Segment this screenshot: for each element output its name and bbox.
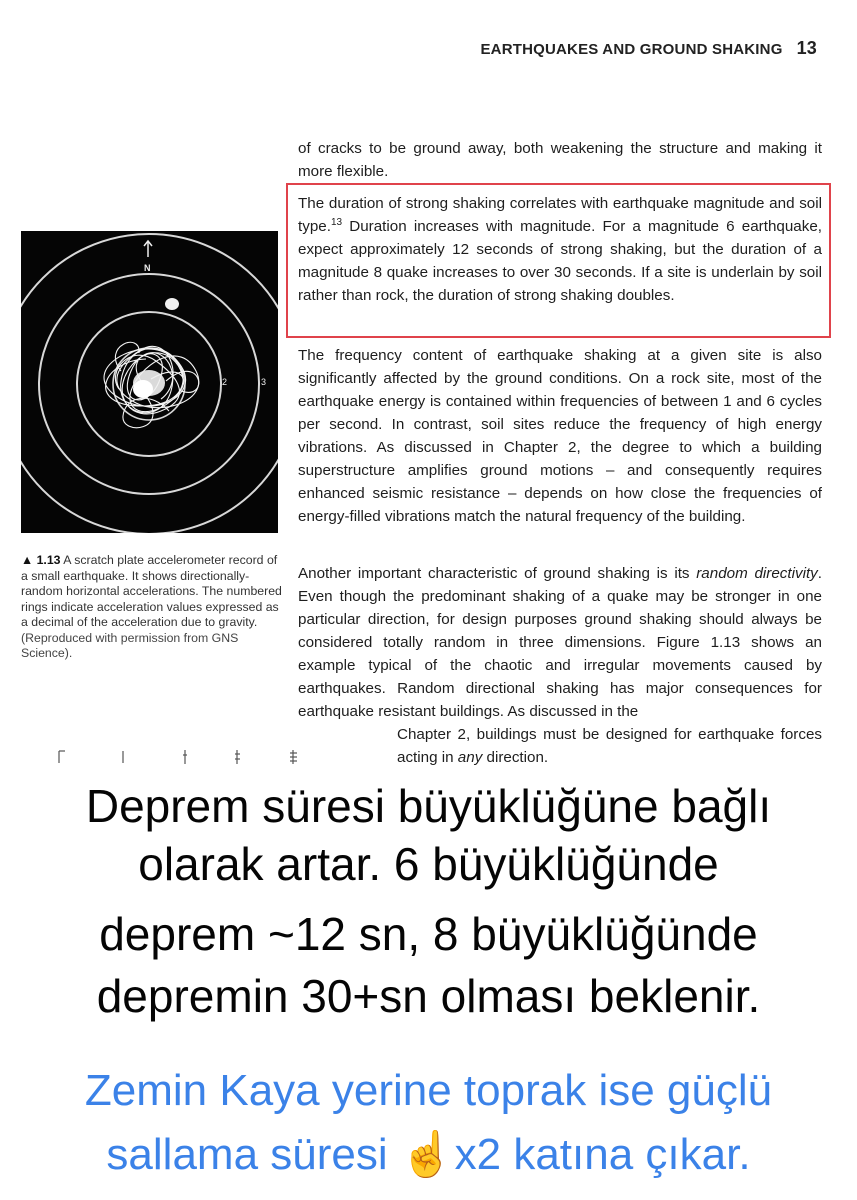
scratch-blob (165, 298, 179, 310)
p3-emphasis-directivity: random directivity (696, 565, 818, 582)
turkish-summary-line-3: deprem ~12 sn, 8 büyüklüğünde (99, 908, 758, 960)
caption-label: ▲ 1.13 (21, 553, 61, 567)
footnote-ref: 13 (330, 216, 343, 228)
paragraph-duration (298, 192, 822, 307)
p3-emphasis-any: any (457, 749, 483, 766)
scale-tick-marks (57, 748, 307, 766)
p3-text-a: Another important characteristic of ground shaking is its (298, 565, 697, 582)
page-number: 13 (796, 38, 817, 58)
ring-label-2: 2 (222, 377, 228, 387)
paragraph-directivity-tail (397, 723, 822, 769)
turkish-soil-note-line-1: Zemin Kaya yerine toprak ise güçlü (84, 1066, 773, 1115)
paragraph-directivity (298, 562, 822, 723)
accelerometer-figure (21, 231, 278, 533)
p3-text-c: Chapter 2, buildings must be designed for earthquake forces acting in (397, 726, 822, 766)
caption-text: A scratch plate accelerometer record of a small earthquake. It shows directionally-random horizontal accelerations. The numbered rings indicate acceleration values expressed as a decimal of the acceleration due to gravity. (21, 553, 282, 629)
figure-caption (21, 553, 283, 662)
p3-text-d: direction. (482, 749, 549, 766)
turkish-summary-line-4: depremin 30+sn olması beklenir. (96, 970, 761, 1022)
caption-credit: (Reproduced with permission from GNS Science). (21, 630, 239, 660)
header-title: EARTHQUAKES AND GROUND SHAKING (480, 41, 783, 58)
turkish-soil-note-line-2: sallama süresi ☝️x2 katına çıkar. (106, 1130, 751, 1179)
paragraph-cracks: of cracks to be ground away, both weakening the structure and making it more flexible. (298, 140, 822, 180)
paragraph-frequency: The frequency content of earthquake shaking at a given site is also significantly affected by the ground conditions. On a rock site, most of the earthquake energy is contained within frequencies of between 1 and 6 cycles per second. In contrast, soil sites reduce the frequency of high energy vibrations. As discussed in Chapter 2, the degree to which a building superstructure amplifies ground motions – and consequently requires enhanced seismic resistance – depends on how close the frequencies of energy-filled vibrations match the natural frequency of the building. (298, 347, 822, 525)
turkish-summary-line-1: Deprem süresi büyüklüğüne bağlı (85, 780, 772, 832)
ring-label-3: 3 (261, 377, 267, 387)
p1-text-b: Duration increases with magnitude. For a magnitude 6 earthquake, expect approximately 12 seconds of strong shaking, but the duration of a magnitude 8 quake increases to over 30 seconds. If a site is underlain by soil rather than rock, the duration of strong shaking doubles. (298, 218, 822, 304)
north-label: N (144, 263, 151, 273)
p1-text-a: The duration of strong shaking correlates with earthquake magnitude and soil type. (298, 195, 822, 235)
p3-text-b: . Even though the predominant shaking of a quake may be stronger in one particular direction, for design purposes ground shaking should always be considered totally random in three dimensions. Figure 1.13 shows an example typical of the chaotic and irregular movements caused by earthquakes. Random directional shaking has major consequences for earthquake resistant buildings. As discussed in the (298, 565, 822, 720)
running-header (480, 38, 817, 59)
turkish-summary-line-2: olarak artar. 6 büyüklüğünde (138, 838, 719, 890)
scratch-plate-image (21, 231, 278, 533)
